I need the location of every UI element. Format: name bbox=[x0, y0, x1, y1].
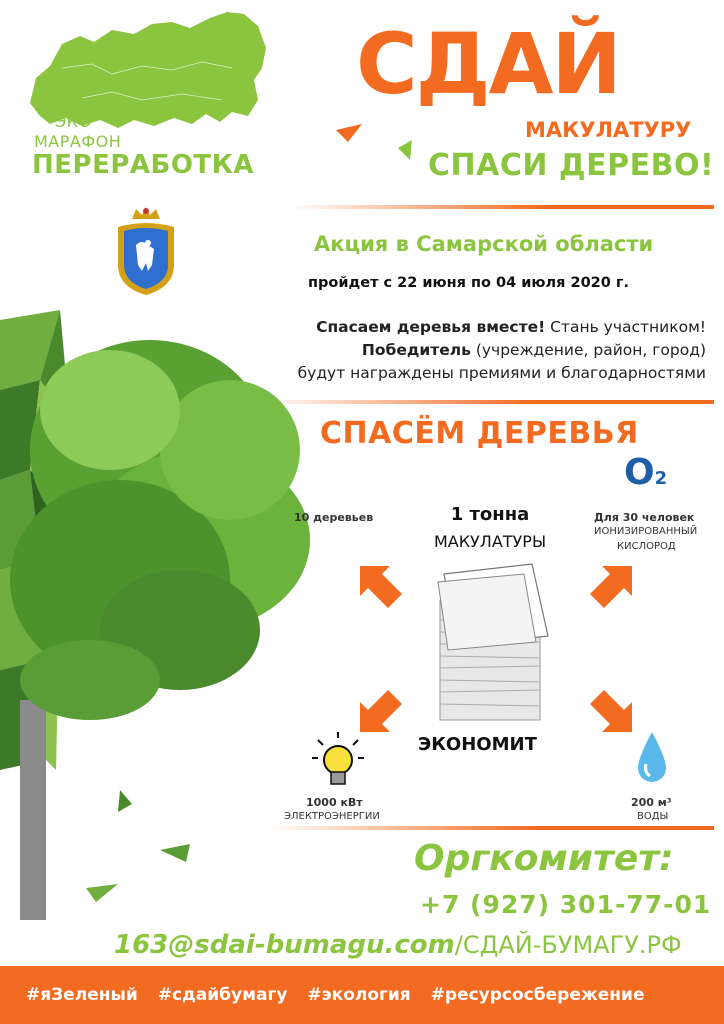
trees-count: 10 деревьев bbox=[294, 511, 374, 524]
hashtag-item[interactable]: #экология bbox=[307, 985, 411, 1005]
headline-title: СДАЙ bbox=[356, 15, 620, 113]
logo-eko: ЭКО bbox=[55, 112, 92, 131]
org-committee: Оргкомитет: bbox=[414, 838, 674, 879]
arrow-upright-icon bbox=[586, 566, 632, 612]
phone-number[interactable]: +7 (927) 301-77-01 bbox=[420, 890, 712, 919]
oxygen-label-2: КИСЛОРОД bbox=[617, 541, 676, 552]
divider-mid bbox=[260, 400, 714, 404]
arrow-upleft-icon bbox=[360, 566, 406, 612]
logo-brand: ПЕРЕРАБОТКА bbox=[32, 150, 255, 180]
triangle-decor-icon bbox=[336, 112, 426, 172]
divider-top bbox=[290, 205, 714, 209]
footer-bar bbox=[0, 966, 724, 1024]
akcia-heading: Акция в Самарской области bbox=[314, 232, 654, 256]
water-drop-icon bbox=[634, 730, 670, 786]
oxygen-label-1: ИОНИЗИРОВАННЫЙ bbox=[594, 526, 698, 537]
save-trees-heading: СПАСЁМ ДЕРЕВЬЯ bbox=[320, 416, 639, 451]
divider-bottom bbox=[270, 826, 714, 830]
site-link[interactable]: /СДАЙ-БУМАГУ.РФ bbox=[454, 931, 682, 959]
headline-subtitle: МАКУЛАТУРУ bbox=[525, 118, 692, 142]
water-value: 200 м³ bbox=[631, 796, 672, 809]
promo-line-3: будут награждены премиями и благодарностями bbox=[297, 364, 706, 382]
paper-stack-icon bbox=[428, 560, 558, 730]
o2-symbol: O2 bbox=[624, 452, 668, 493]
headline-slogan: СПАСИ ДЕРЕВО! bbox=[428, 148, 715, 183]
arrow-downleft-icon bbox=[360, 686, 406, 732]
contact-line bbox=[114, 930, 682, 960]
promo-line-1: Спасаем деревья вместе! Стань участником! bbox=[316, 318, 706, 336]
hashtag-item[interactable]: #сдайбумагу bbox=[157, 985, 288, 1005]
energy-label: ЭЛЕКТРОЭНЕРГИИ bbox=[284, 811, 380, 822]
logo-marathon: МАРАФОН bbox=[34, 132, 122, 151]
hashtag-item[interactable]: #ресурсосбережение bbox=[430, 985, 645, 1005]
promo-text bbox=[270, 316, 706, 385]
center-ton: 1 тонна bbox=[450, 504, 530, 525]
hashtag-list bbox=[26, 985, 659, 1005]
center-paper: МАКУЛАТУРЫ bbox=[433, 532, 547, 551]
water-label: ВОДЫ bbox=[637, 811, 669, 822]
hashtag-item[interactable]: #яЗеленый bbox=[26, 985, 138, 1005]
email-link[interactable]: 163@sdai-bumagu.com bbox=[114, 930, 455, 960]
akcia-dates: пройдет с 22 июня по 04 июля 2020 г. bbox=[308, 275, 629, 291]
samara-coat-of-arms-icon bbox=[112, 205, 180, 297]
energy-value: 1000 кВт bbox=[306, 796, 363, 809]
promo-line-2: Победитель (учреждение, район, город) bbox=[361, 341, 706, 359]
light-bulb-icon bbox=[310, 730, 366, 794]
people-count: Для 30 человек bbox=[594, 511, 695, 524]
arrow-downright-icon bbox=[586, 686, 632, 732]
saves-label: ЭКОНОМИТ bbox=[418, 734, 537, 755]
